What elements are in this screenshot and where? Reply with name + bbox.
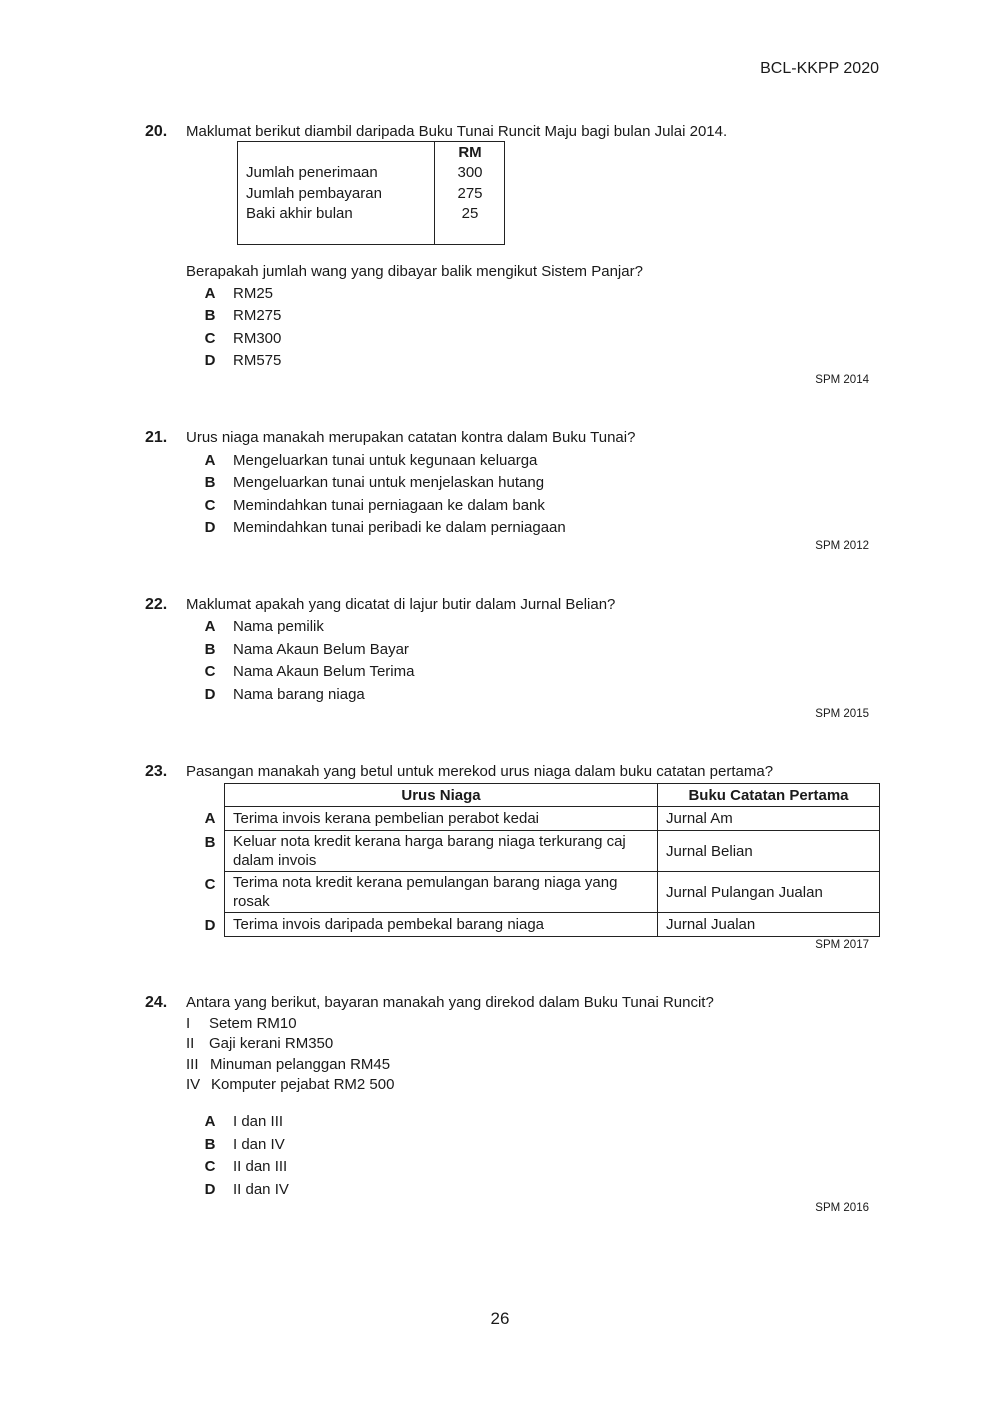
question-22-text: Maklumat apakah yang dicatat di lajur butir dalam Jurnal Belian? [186,596,616,613]
table-row-label: Jumlah penerimaan [246,164,378,181]
table-row-label: Baki akhir bulan [246,205,353,222]
option-letter: D [204,1181,216,1198]
option-text[interactable]: RM25 [233,285,274,302]
column-header-buku-catatan: Buku Catatan Pertama [658,784,880,807]
statement-roman: II [186,1035,195,1052]
table-col-header: RM [458,144,482,161]
question-23-number: 23. [145,763,168,780]
question-22-number: 22. [145,596,168,613]
option-letter[interactable]: A [204,810,216,827]
table-row-value: 25 [461,205,479,222]
table-row-value: 300 [457,164,483,181]
option-letter: C [204,663,216,680]
option-letter: A [204,285,216,302]
option-letter: A [204,1113,216,1130]
option-text[interactable]: Nama Akaun Belum Bayar [233,641,409,658]
option-text[interactable]: I dan IV [233,1136,285,1153]
option-text[interactable]: Mengeluarkan tunai untuk menjelaskan hutang [233,474,545,491]
question-21-text: Urus niaga manakah merupakan catatan kontra dalam Buku Tunai? [186,429,636,446]
table-row-value: 275 [457,185,483,202]
source-label: SPM 2017 [815,939,869,951]
table-cell-urus: Terima invois kerana pembelian perabot kedai [225,807,658,831]
option-text[interactable]: Mengeluarkan tunai untuk kegunaan keluarga [233,452,538,469]
option-text[interactable]: Memindahkan tunai peribadi ke dalam perniagaan [233,519,566,536]
option-text[interactable]: II dan IV [233,1181,289,1198]
question-23-text: Pasangan manakah yang betul untuk merekod urus niaga dalam buku catatan pertama? [186,763,774,780]
question-24-number: 24. [145,994,168,1011]
option-letter: D [204,686,216,703]
q20-summary-table [237,141,505,245]
statement-text: Minuman pelanggan RM45 [210,1056,391,1073]
option-text[interactable]: Nama pemilik [233,618,324,635]
table-cell-buku: Jurnal Jualan [658,913,880,937]
question-24-text: Antara yang berikut, bayaran manakah yang direkod dalam Buku Tunai Runcit? [186,994,714,1011]
statement-text: Komputer pejabat RM2 500 [211,1076,395,1093]
question-20-text: Maklumat berikut diambil daripada Buku Tunai Runcit Maju bagi bulan Julai 2014. [186,123,728,140]
page-number: 26 [490,1309,510,1328]
source-label: SPM 2014 [815,374,869,386]
option-text[interactable]: Nama barang niaga [233,686,365,703]
option-letter: B [204,1136,216,1153]
statement-text: Gaji kerani RM350 [209,1035,334,1052]
question-21-number: 21. [145,429,168,446]
option-letter: B [204,307,216,324]
option-letter: B [204,474,216,491]
table-cell-buku: Jurnal Pulangan Jualan [658,872,880,913]
option-letter: C [204,1158,216,1175]
question-20-number: 20. [145,123,168,140]
option-letter[interactable]: D [204,917,216,934]
source-label: SPM 2015 [815,708,869,720]
column-header-urus-niaga: Urus Niaga [225,784,658,807]
option-letter: D [204,519,216,536]
question-20-prompt: Berapakah jumlah wang yang dibayar balik mengikut Sistem Panjar? [186,263,643,280]
statement-roman: III [186,1056,199,1073]
option-letter: A [204,618,216,635]
source-label: SPM 2012 [815,540,869,552]
option-text[interactable]: Nama Akaun Belum Terima [233,663,415,680]
table-cell-urus: Terima nota kredit kerana pemulangan barang niaga yang rosak [225,872,658,913]
option-text[interactable]: II dan III [233,1158,288,1175]
option-letter: B [204,641,216,658]
q23-pairing-table [224,783,880,937]
table-cell-buku: Jurnal Belian [658,831,880,872]
option-text[interactable]: Memindahkan tunai perniagaan ke dalam bank [233,497,545,514]
option-letter: C [204,330,216,347]
option-text[interactable]: RM300 [233,330,282,347]
option-text[interactable]: RM575 [233,352,282,369]
table-cell-urus: Keluar nota kredit kerana harga barang niaga terkurang caj dalam invois [225,831,658,872]
option-letter[interactable]: B [204,834,216,851]
table-row-label: Jumlah pembayaran [246,185,382,202]
option-text[interactable]: I dan III [233,1113,284,1130]
table-cell-buku: Jurnal Am [658,807,880,831]
table-cell-urus: Terima invois daripada pembekal barang niaga [225,913,658,937]
option-letter: A [204,452,216,469]
statement-roman: IV [186,1076,201,1093]
document-code: BCL-KKPP 2020 [760,60,879,77]
option-letter: D [204,352,216,369]
source-label: SPM 2016 [815,1202,869,1214]
option-letter: C [204,497,216,514]
statement-text: Setem RM10 [209,1015,297,1032]
statement-roman: I [186,1015,191,1032]
option-letter[interactable]: C [204,876,216,893]
option-text[interactable]: RM275 [233,307,282,324]
